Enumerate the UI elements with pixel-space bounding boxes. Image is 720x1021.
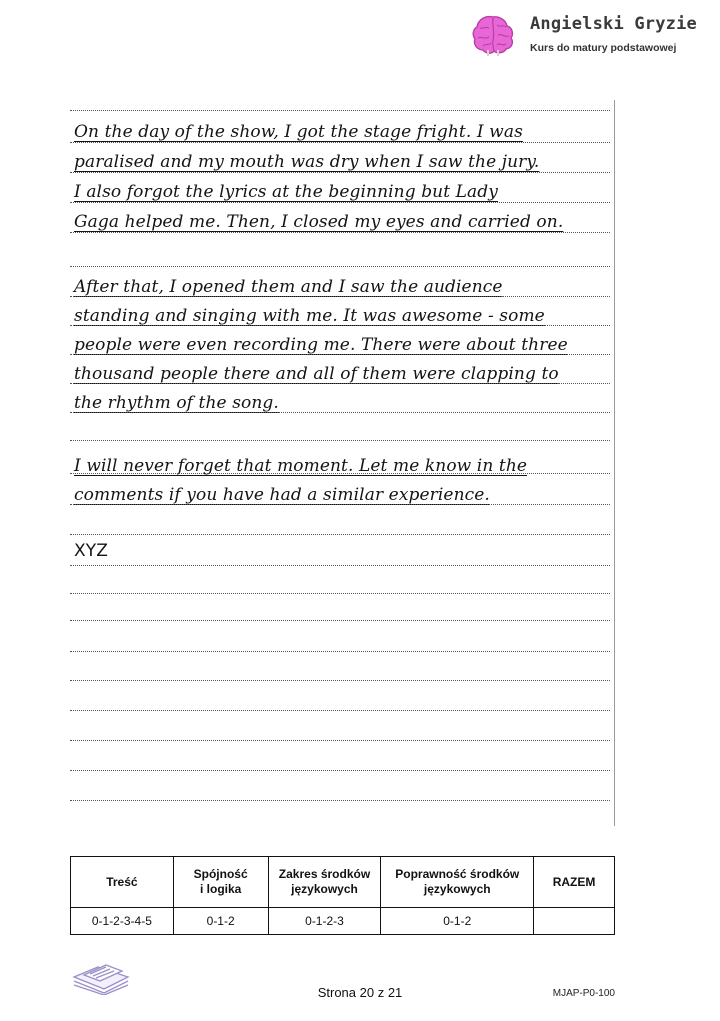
score-table-values-row: [71, 908, 615, 935]
dotted-rule: [70, 565, 610, 566]
dotted-rule: [70, 440, 610, 441]
score-cell[interactable]: 0-1-2-3: [268, 908, 381, 935]
essay-line: Gaga helped me. Then, I closed my eyes and carried on.: [74, 212, 564, 232]
dotted-rule: [70, 800, 610, 801]
dotted-rule: [70, 325, 610, 326]
dotted-rule: [70, 354, 610, 355]
header-razem: RAZEM: [534, 857, 615, 908]
dotted-rule: [70, 740, 610, 741]
essay-line: I also forgot the lyrics at the beginning but Lady: [74, 182, 498, 202]
essay-line: I will never forget that moment. Let me know in the: [74, 456, 528, 476]
dotted-rule: [70, 620, 610, 621]
dotted-rule: [70, 412, 610, 413]
dotted-rule: [70, 534, 610, 535]
document-code: MJAP-P0-100: [552, 988, 615, 999]
dotted-rule: [70, 202, 610, 203]
brand-logo: [470, 10, 710, 60]
dotted-rule: [70, 110, 610, 111]
header-spojnosc: Spójność i logika: [173, 857, 268, 908]
dotted-rule: [70, 504, 610, 505]
dotted-rule: [70, 593, 610, 594]
score-cell[interactable]: 0-1-2: [173, 908, 268, 935]
brand-subtitle: Kurs do matury podstawowej: [530, 42, 677, 54]
dotted-rule: [70, 232, 610, 233]
dotted-rule: [70, 651, 610, 652]
dotted-rule: [70, 296, 610, 297]
dotted-rule: [70, 473, 610, 474]
dotted-rule: [70, 770, 610, 771]
essay-line: standing and singing with me. It was awesome - some: [74, 306, 545, 326]
score-cell[interactable]: 0-1-2-3-4-5: [71, 908, 174, 935]
brand-title: Angielski Gryzie: [530, 14, 697, 34]
brain-icon: [470, 12, 516, 58]
dotted-rule: [70, 710, 610, 711]
essay-line: On the day of the show, I got the stage fright. I was: [74, 122, 523, 142]
essay-line: After that, I opened them and I saw the audience: [74, 277, 503, 297]
page-number: Strona 20 z 21: [317, 985, 403, 1000]
essay-writing-area: [70, 90, 615, 825]
header-zakres: Zakres środków językowych: [268, 857, 381, 908]
dotted-rule: [70, 142, 610, 143]
score-cell[interactable]: 0-1-2: [381, 908, 534, 935]
header-tresc: Treść: [71, 857, 174, 908]
dotted-rule: [70, 680, 610, 681]
score-table: [70, 856, 615, 935]
dotted-rule: [70, 266, 610, 267]
signature: XYZ: [74, 541, 108, 561]
score-cell-total[interactable]: [534, 908, 615, 935]
essay-line: comments if you have had a similar experience.: [74, 485, 490, 505]
essay-line: the rhythm of the song.: [74, 393, 279, 413]
essay-line: thousand people there and all of them were clapping to: [74, 364, 559, 384]
score-table-header-row: [71, 857, 615, 908]
header-poprawnosc: Poprawność środków językowych: [381, 857, 534, 908]
dotted-rule: [70, 383, 610, 384]
dotted-rule: [70, 172, 610, 173]
essay-line: people were even recording me. There were about three: [74, 335, 568, 355]
essay-line: paralised and my mouth was dry when I saw the jury.: [74, 152, 540, 172]
